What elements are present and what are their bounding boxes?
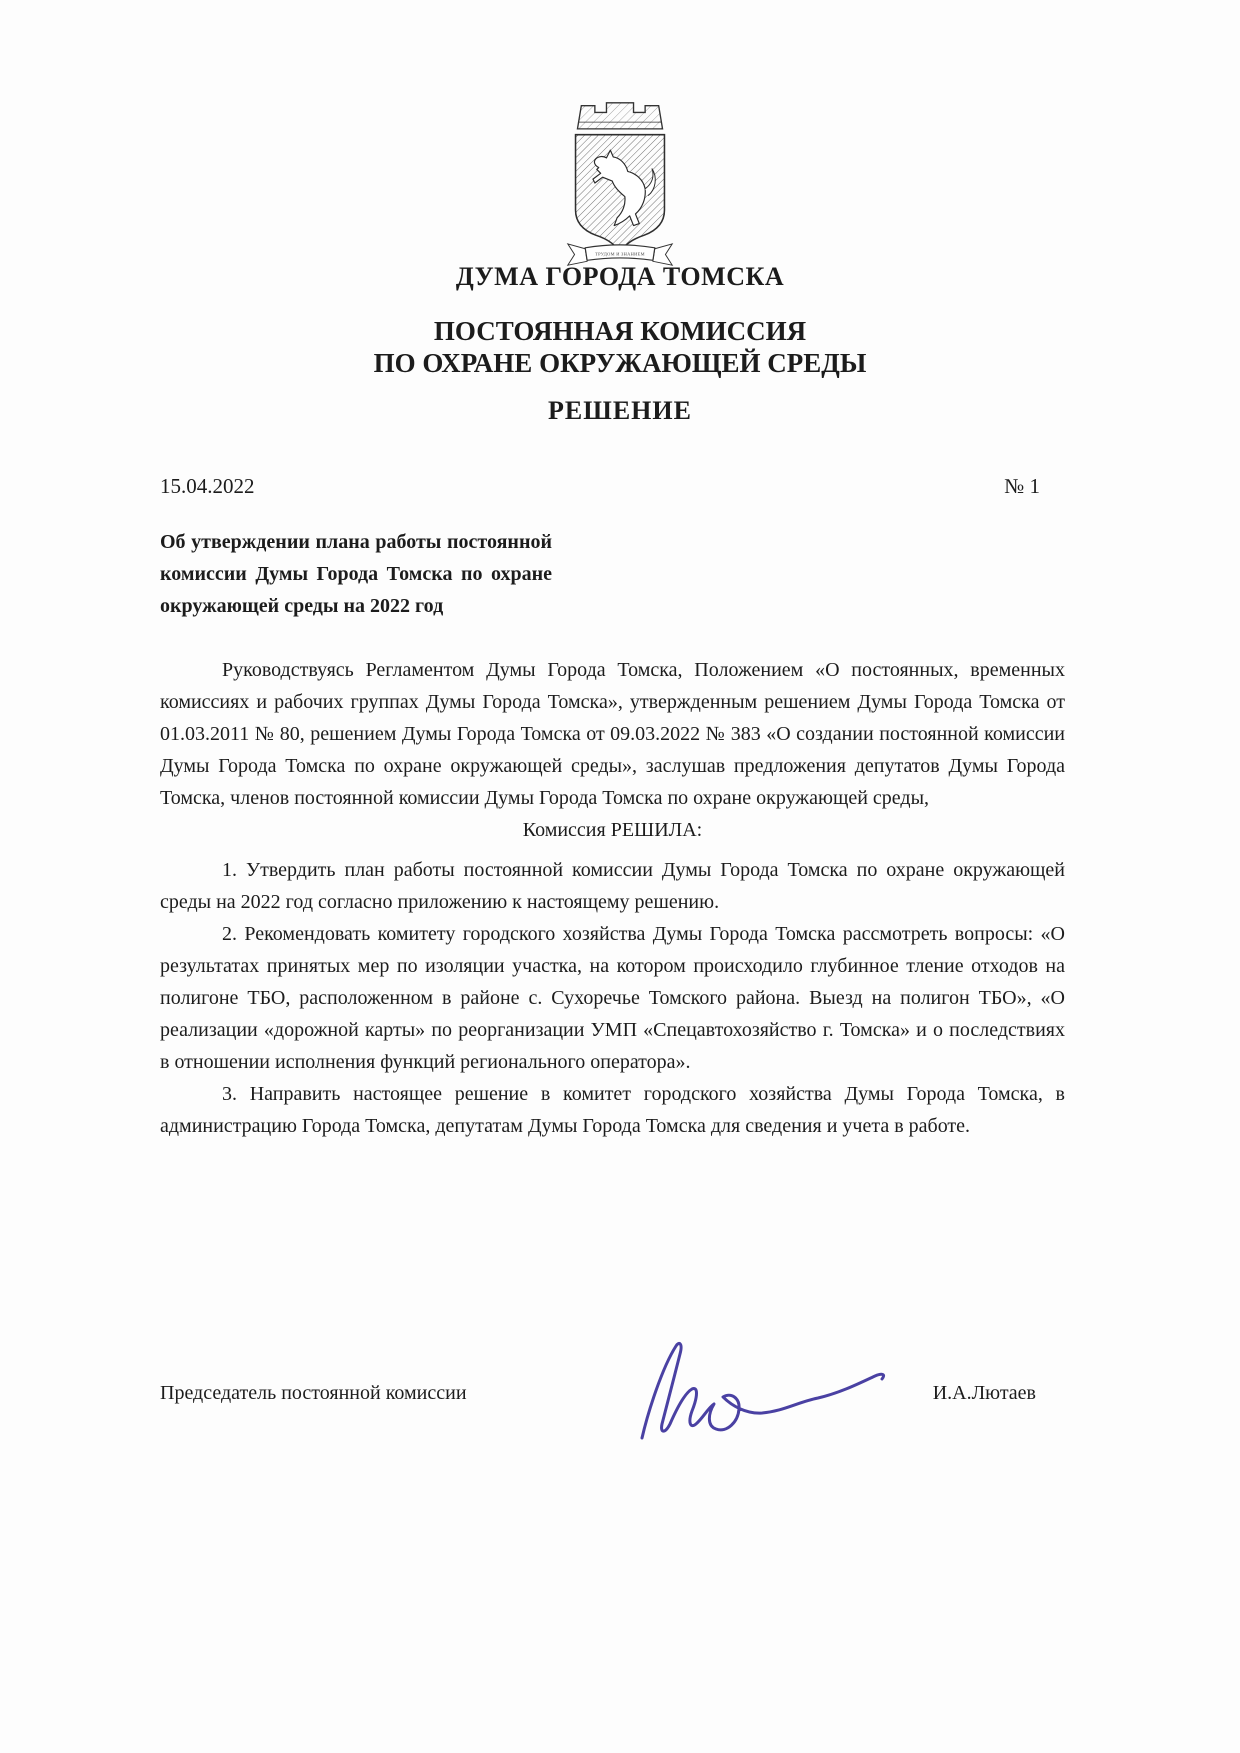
handwritten-signature bbox=[628, 1334, 893, 1444]
date-number-row bbox=[160, 474, 1040, 499]
preamble-paragraph: Руководствуясь Регламентом Думы Города Томска, Положением «О постоянных, временных комиссиях и рабочих группах Думы Города Томска», утвержденным решением Думы Города Томска от 01.03.2011 № 80, решением Думы Города Томска от 09.03.2022 № 383 «О создании постоянной комиссии Думы Города Томска по охране окружающей среды», заслушав предложения депутатов Думы Города Томска, членов постоянной комиссии Думы Города Томска по охране окружающей среды, bbox=[160, 659, 1065, 809]
document-date: 15.04.2022 bbox=[160, 474, 255, 498]
org-name: ДУМА ГОРОДА ТОМСКА bbox=[455, 262, 785, 291]
tomsk-coat-of-arms-icon bbox=[562, 96, 678, 270]
resolved-heading: Комиссия РЕШИЛА: bbox=[522, 819, 703, 841]
signatory-title: Председатель постоянной комиссии bbox=[160, 1382, 467, 1404]
motto-text: ТРУДОМ И ЗНАНИЕМ bbox=[595, 251, 645, 257]
signature-row bbox=[160, 1382, 1036, 1405]
commission-name-line2: ПО ОХРАНЕ ОКРУЖАЮЩЕЙ СРЕДЫ bbox=[373, 348, 867, 378]
resolution-item-2: 2. Рекомендовать комитету городского хозяйства Думы Города Томска рассмотреть вопросы: «О результатах принятых мер по изоляции участка, на котором происходило глубинное тление отходов на полигоне ТБО, расположенном в районе с. Сухоречье Томского района. Выезд на полигон ТБО», «О реализации «дорожной карты» по реорганизации УМП «Спецавтохозяйство г. Томска» и о последствиях в отношении исполнения функций регионального оператора». bbox=[160, 923, 1065, 1073]
coat-of-arms-svg bbox=[562, 96, 678, 270]
document-number: № 1 bbox=[1004, 474, 1040, 498]
shield-icon bbox=[576, 135, 665, 255]
commission-name-line1: ПОСТОЯННАЯ КОМИССИЯ bbox=[433, 316, 807, 346]
resolution-item-1: 1. Утвердить план работы постоянной комиссии Думы Города Томска по охране окружающей среды на 2022 год согласно приложению к настоящему решению. bbox=[160, 859, 1065, 913]
mural-crown-icon bbox=[577, 103, 662, 129]
document-type-title: РЕШЕНИЕ bbox=[548, 396, 692, 425]
signatory-name: И.А.Лютаев bbox=[932, 1382, 1036, 1404]
document-body bbox=[160, 654, 1065, 1142]
resolution-item-3: 3. Направить настоящее решение в комитет городского хозяйства Думы Города Томска, в администрацию Города Томска, депутатам Думы Города Томска для сведения и учета в работе. bbox=[160, 1083, 1065, 1137]
document-subject: Об утверждении плана работы постоянной комиссии Думы Города Томска по охране окружающей среды на 2022 год bbox=[160, 531, 552, 617]
